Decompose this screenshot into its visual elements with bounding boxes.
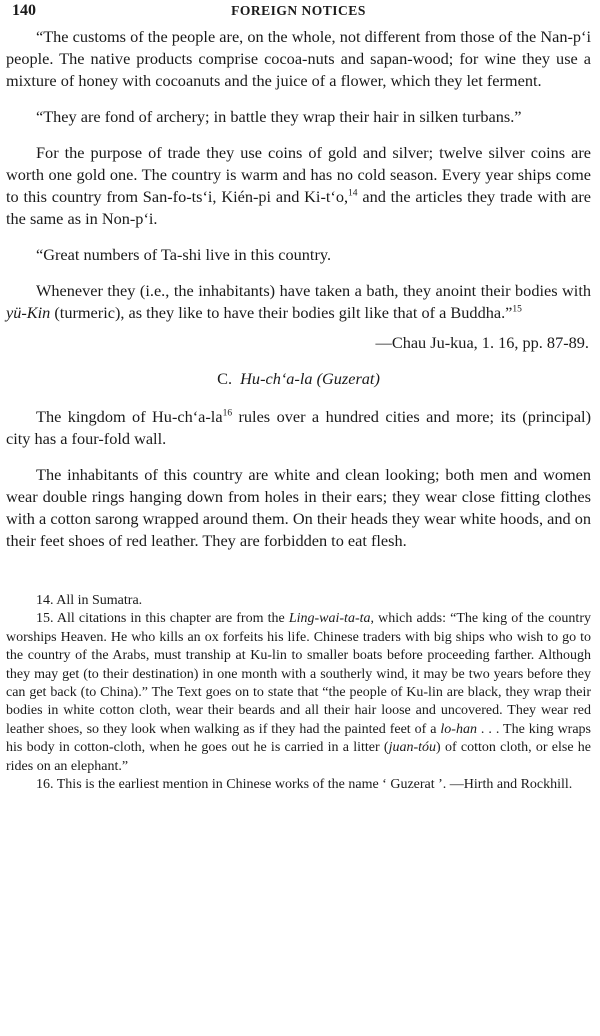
paragraph-archery: “They are fond of archery; in battle they wrap their hair in silken turbans.” [36, 107, 522, 126]
footnote-15-lohan: lo-han [440, 721, 477, 737]
page-number: 140 [12, 2, 36, 19]
footnote-15-title: Ling-wai-ta-ta [288, 611, 371, 627]
footnote-ref-16: 16 [222, 408, 233, 419]
section-letter: C. [217, 369, 233, 388]
footnote-15-text-2: , which adds: “The king of the country worships Heaven. He who kills an ox forfeits his life. Chinese traders with big ships who wish to go to the country of the Arabs, must tranship at Ku-lin to smaller boats before proceeding farther. Although they may get (to their destination) in one month with a southerly wind, it may be two years before they can get back (to China).” The Text goes on to state that “the people of Ku-lin are black, they wrap their bodies in white cotton cloth, wear their beards and all their hair loose and uncovered. They wear red leather shoes, so they look when walking as if they had the painted feet of a [6, 611, 591, 737]
paragraph-kingdom-text: The kingdom of Hu-ch‘a-la [36, 407, 223, 426]
footnote-15-juan-tou: juan-tóu [388, 740, 437, 756]
paragraph-inhabitants: The inhabitants of this country are white and clean looking; both men and women wear double rings hanging down from holes in their ears; they wear close fitting clothes with a cotton sarong wrapped around them. On their heads they wear white hoods, and on their feet shoes of red leather. They are forbidden to eat flesh. [6, 465, 591, 550]
footnote-15 [6, 610, 591, 776]
main-text [6, 26, 591, 552]
footnote-16: 16. This is the earliest mention in Chinese works of the name ‘ Guzerat ’. —Hirth and Rockhill. [36, 777, 573, 793]
footnote-14: 14. All in Sumatra. [36, 593, 143, 608]
paragraph-trade-text: For the purpose of trade they use coins of gold and silver; twelve silver coins are worth one gold one. The country is warm and has no cold season. Every year ships come to this country from San-fo-ts‘i, Kién-pi and Ki-t‘o, [6, 143, 591, 206]
paragraph-bath-text-end: (turmeric), as they like to have their bodies gilt like that of a Buddha.” [50, 303, 513, 322]
paragraph-tashi: “Great numbers of Ta-shi live in this country. [36, 245, 332, 264]
source-attribution: —Chau Ju-kua, 1. 16, pp. 87-89. [375, 333, 589, 352]
footnote-ref-14: 14 [348, 188, 358, 199]
footnote-15-text: 15. All citations in this chapter are from the [36, 611, 289, 627]
paragraph-kingdom-text-end: rules over a hundred cities and more; its (principal) city has a four-fold wall. [6, 407, 591, 448]
footnote-ref-15: 15 [512, 304, 522, 315]
paragraph-kingdom [6, 406, 591, 450]
section-heading [6, 368, 591, 390]
paragraph-bath [6, 280, 591, 324]
paragraph-bath-text: Whenever they (i.e., the inhabitants) have taken a bath, they anoint their bodies with [36, 281, 591, 300]
footnotes [6, 592, 591, 794]
footnote-15-text-3: . . . The king wraps his body in cotton-cloth, when he goes out he is carried in a litter ( [6, 721, 592, 756]
section-title: Hu-ch‘a-la (Guzerat) [240, 369, 380, 388]
term-yu-kin: yü-Kin [6, 303, 51, 322]
footnote-15-text-4: ) of cotton cloth, or else he rides on an elephant.” [6, 740, 592, 774]
paragraph-trade [6, 142, 591, 230]
paragraph-customs: “The customs of the people are, on the whole, not different from those of the Nan-p‘i people. The native products comprise cocoa-nuts and sapan-wood; for wine they use a mixture of honey with cocoanuts and the juice of a flower, which they let ferment. [6, 27, 591, 90]
paragraph-trade-text-end: and the articles they trade with are the same as in Non-p‘i. [6, 187, 591, 228]
running-title: FOREIGN NOTICES [231, 3, 366, 18]
page-header [6, 0, 591, 26]
